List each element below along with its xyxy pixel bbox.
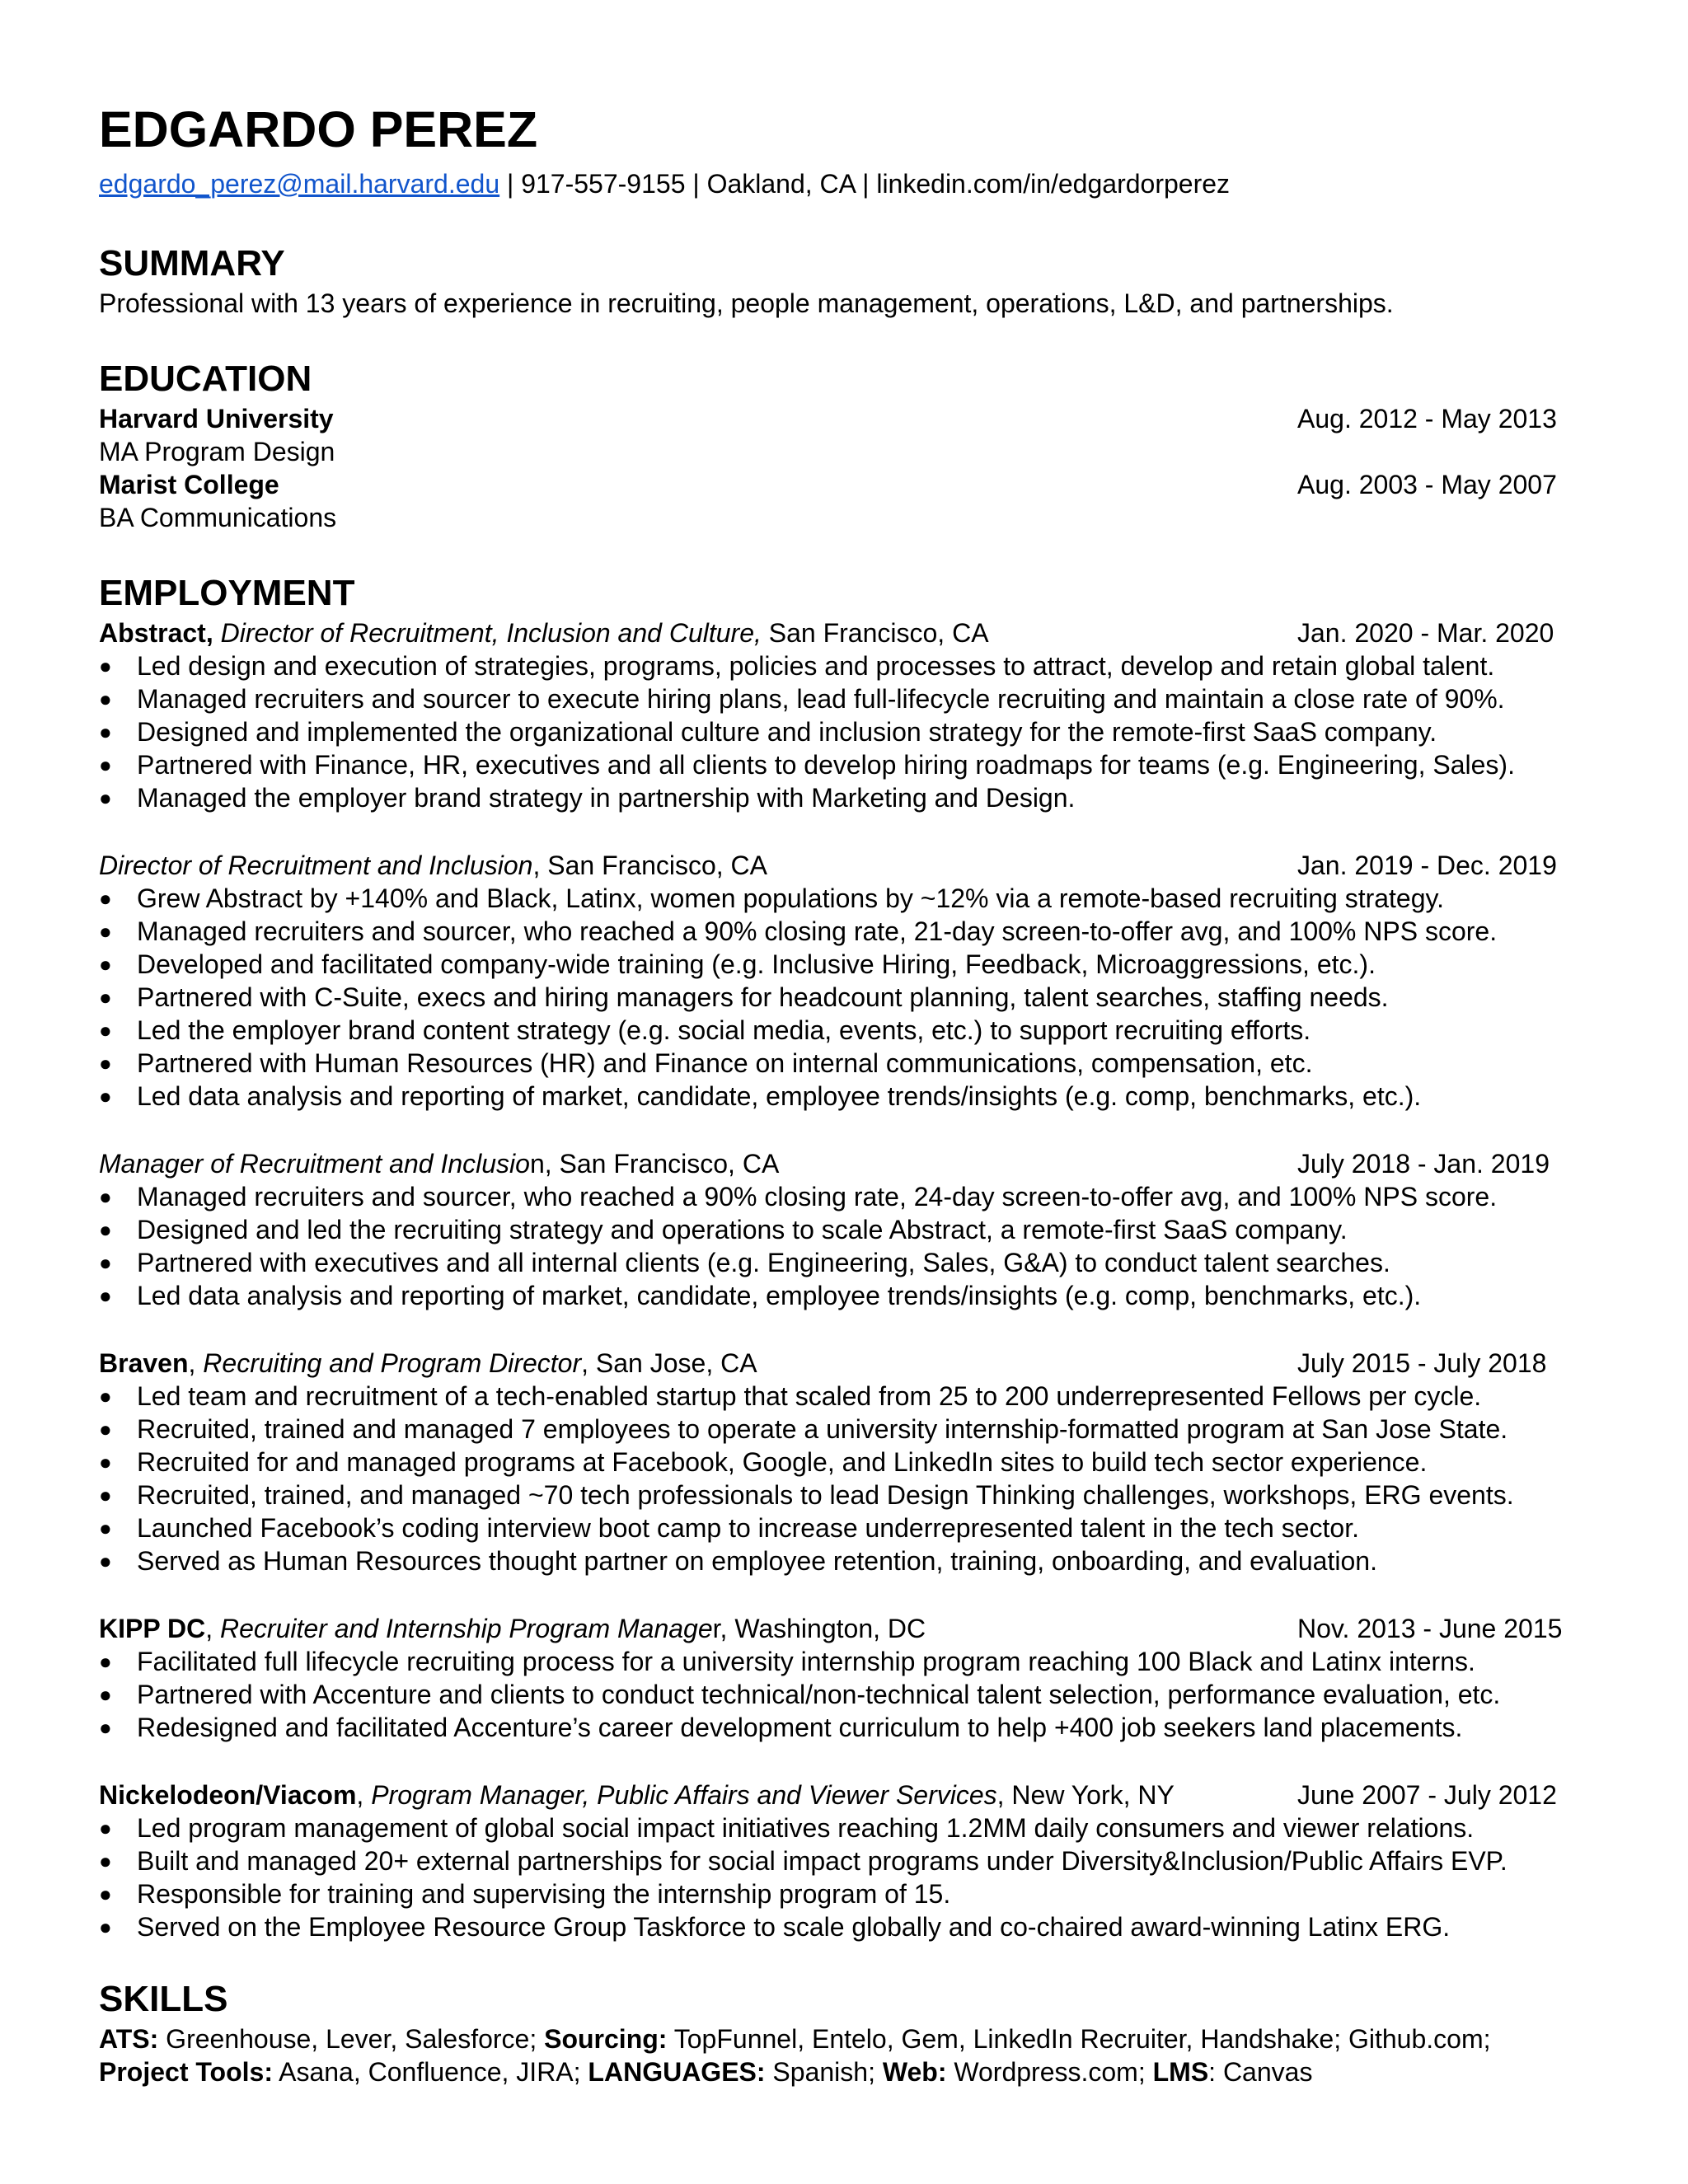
list-item: ● Partnered with Accenture and clients to conduct technical/non-technical talent selection, performance evaluation, etc. <box>99 1680 1501 1709</box>
summary-text: Professional with 13 years of experience in recruiting, people management, operations, L&D, and partnerships. <box>99 288 1394 318</box>
job-title: Manager of Recruitment and Inclusio <box>99 1149 530 1179</box>
candidate-name: EDGARDO PEREZ <box>99 101 538 157</box>
skill-label-project: Project Tools: <box>99 2057 273 2087</box>
bullet-icon: ● <box>99 1384 112 1408</box>
list-item: ● Served on the Employee Resource Group Taskforce to scale globally and co-chaired award-winning Latinx ERG. <box>99 1912 1451 1942</box>
bullet-icon: ● <box>99 919 112 944</box>
list-item: ● Launched Facebook’s coding interview boot camp to increase underrepresented talent in the tech sector. <box>99 1513 1359 1543</box>
job-header: Braven, Recruiting and Program Director, San Jose, CA July 2015 - July 2018 <box>99 1348 1547 1378</box>
job-title-tail: r <box>712 1614 720 1643</box>
list-item: ● Facilitated full lifecycle recruiting process for a university internship program reaching 100 Black and Latinx interns. <box>99 1647 1475 1676</box>
list-item: ● Recruited, trained, and managed ~70 tech professionals to lead Design Thinking challenges, workshops, ERG events. <box>99 1480 1514 1510</box>
list-item: ● Responsible for training and supervising the internship program of 15. <box>99 1879 951 1909</box>
list-item: ● Managed recruiters and sourcer, who reached a 90% closing rate, 24-day screen-to-offer avg, and 100% NPS score. <box>99 1182 1498 1212</box>
skill-label-ats: ATS: <box>99 2024 159 2054</box>
job-dates: Nov. 2013 - June 2015 <box>1297 1614 1563 1643</box>
bullet-icon: ● <box>99 1217 112 1242</box>
degree: MA Program Design <box>99 437 335 466</box>
skills-heading: SKILLS <box>99 1979 228 2019</box>
employment-section <box>99 570 1591 1943</box>
education-dates: Aug. 2003 - May 2007 <box>1297 470 1557 499</box>
list-item: ● Led program management of global social impact initiatives reaching 1.2MM daily consumers and viewer relations. <box>99 1813 1475 1843</box>
job-header <box>99 849 1591 882</box>
summary-section <box>99 241 1591 320</box>
job-location: , San Francisco, CA <box>544 1149 780 1179</box>
job-bullets <box>99 1645 1591 1744</box>
skill-label-languages: LANGUAGES: <box>588 2057 766 2087</box>
education-heading: EDUCATION <box>99 359 312 399</box>
list-item: ● Partnered with executives and all internal clients (e.g. Engineering, Sales, G&A) to conduct talent searches. <box>99 1248 1390 1277</box>
skill-label-lms: LMS <box>1152 2057 1209 2087</box>
job-dates: July 2018 - Jan. 2019 <box>1297 1149 1550 1179</box>
list-item: ● Led the employer brand content strategy (e.g. social media, events, etc.) to support recruiting efforts. <box>99 1015 1311 1045</box>
job-bullets <box>99 1811 1591 1943</box>
bullet-icon: ● <box>99 1184 112 1209</box>
bullet-icon: ● <box>99 1849 112 1873</box>
list-item: ● Led data analysis and reporting of market, candidate, employee trends/insights (e.g. comp, benchmarks, etc.). <box>99 1281 1422 1310</box>
bullet-icon: ● <box>99 1549 112 1573</box>
education-dates: Aug. 2012 - May 2013 <box>1297 404 1557 434</box>
bullet-icon: ● <box>99 1051 112 1076</box>
school-name: Harvard University <box>99 404 334 434</box>
contact-line <box>99 167 1230 200</box>
list-item: ● Recruited, trained and managed 7 employees to operate a university internship-formatted program at San Jose State. <box>99 1414 1508 1444</box>
bullet-icon: ● <box>99 886 112 911</box>
bullet-icon: ● <box>99 1250 112 1275</box>
education-entry-school <box>99 402 1591 435</box>
job-title: Recruiter and Internship Program Manage <box>220 1614 713 1643</box>
job-dates: July 2015 - July 2018 <box>1297 1348 1547 1378</box>
list-item: ● Partnered with C-Suite, execs and hiring managers for headcount planning, talent searches, staffing needs. <box>99 982 1389 1012</box>
bullet-icon: ● <box>99 752 112 777</box>
list-item: ● Led design and execution of strategies, programs, policies and processes to attract, develop and retain global talent. <box>99 651 1495 681</box>
skill-label-web: Web: <box>882 2057 947 2087</box>
bullet-icon: ● <box>99 654 112 678</box>
job-dates: June 2007 - July 2012 <box>1297 1780 1557 1810</box>
skills-section <box>99 1976 1591 2088</box>
skill-value-ats: Greenhouse, Lever, Salesforce; <box>158 2024 545 2054</box>
list-item: ● Led team and recruitment of a tech-enabled startup that scaled from 25 to 200 underrepresented Fellows per cycle. <box>99 1381 1482 1411</box>
job-title: Director of Recruitment, Inclusion and Culture, <box>213 618 762 648</box>
skill-value-web: Wordpress.com; <box>946 2057 1153 2087</box>
job-header: KIPP DC, Recruiter and Internship Program Manager, Washington, DC Nov. 2013 - June 2015 <box>99 1614 1563 1643</box>
list-item: ● Built and managed 20+ external partnerships for social impact programs under Diversity&Inclusion/Public Affairs EVP. <box>99 1846 1507 1876</box>
list-item: ● Led data analysis and reporting of market, candidate, employee trends/insights (e.g. comp, benchmarks, etc.). <box>99 1081 1422 1111</box>
job-dates: Jan. 2019 - Dec. 2019 <box>1297 851 1557 880</box>
bullet-icon: ● <box>99 1816 112 1840</box>
bullet-icon: ● <box>99 952 112 977</box>
list-item: ● Partnered with Human Resources (HR) and Finance on internal communications, compensation, etc. <box>99 1048 1313 1078</box>
skill-label-sourcing: Sourcing: <box>544 2024 668 2054</box>
degree: BA Communications <box>99 503 337 532</box>
bullet-icon: ● <box>99 1018 112 1043</box>
school-name: Marist College <box>99 470 279 499</box>
list-item: ● Served as Human Resources thought partner on employee retention, training, onboarding, and evaluation. <box>99 1546 1377 1576</box>
bullet-icon: ● <box>99 1516 112 1540</box>
job-bullets <box>99 1380 1591 1577</box>
job-title-tail: n <box>529 1149 545 1179</box>
job-organization: KIPP DC <box>99 1614 206 1643</box>
list-item: ● Developed and facilitated company-wide training (e.g. Inclusive Hiring, Feedback, Microaggressions, etc.). <box>99 949 1376 979</box>
job-title: Recruiting and Program Director <box>203 1348 582 1378</box>
bullet-icon: ● <box>99 985 112 1010</box>
job-location: , San Jose, CA <box>581 1348 757 1378</box>
contact-details: | 917-557-9155 | Oakland, CA | linkedin.com/in/edgardorperez <box>499 169 1231 199</box>
bullet-icon: ● <box>99 1915 112 1939</box>
job-bullets <box>99 1180 1591 1312</box>
bullet-icon: ● <box>99 785 112 810</box>
skill-value-sourcing: TopFunnel, Entelo, Gem, LinkedIn Recruiter, Handshake; Github.com; <box>667 2024 1491 2054</box>
job-location: San Francisco, CA <box>761 618 989 648</box>
list-item: ● Recruited for and managed programs at Facebook, Google, and LinkedIn sites to build tech sector experience. <box>99 1447 1428 1477</box>
skills-line-1 <box>99 2022 1591 2055</box>
bullet-icon: ● <box>99 1084 112 1108</box>
list-item: ● Grew Abstract by +140% and Black, Latinx, women populations by ~12% via a remote-based recruiting strategy. <box>99 883 1445 913</box>
bullet-icon: ● <box>99 1450 112 1474</box>
job-organization: Braven <box>99 1348 189 1378</box>
job-header: Nickelodeon/Viacom, Program Manager, Public Affairs and Viewer Services, New York, NY June 2007 - July 2012 <box>99 1780 1557 1810</box>
list-item: ● Designed and implemented the organizational culture and inclusion strategy for the remote-first SaaS company. <box>99 717 1437 747</box>
skill-value-project: Asana, Confluence, JIRA; <box>272 2057 588 2087</box>
job-title: Program Manager, Public Affairs and Viewer Services <box>371 1780 997 1810</box>
list-item: ● Designed and led the recruiting strategy and operations to scale Abstract, a remote-first SaaS company. <box>99 1215 1348 1244</box>
list-item: ● Partnered with Finance, HR, executives and all clients to develop hiring roadmaps for teams (e.g. Engineering, Sales). <box>99 750 1515 780</box>
job-title: Director of Recruitment and Inclusion <box>99 851 533 880</box>
job-location: , New York, NY <box>996 1780 1175 1810</box>
bullet-icon: ● <box>99 1417 112 1441</box>
job-organization: Nickelodeon/Viacom <box>99 1780 357 1810</box>
bullet-icon: ● <box>99 1283 112 1308</box>
list-item: ● Redesigned and facilitated Accenture’s career development curriculum to help +400 job seekers land placements. <box>99 1713 1463 1742</box>
bullet-icon: ● <box>99 1682 112 1707</box>
bullet-icon: ● <box>99 687 112 711</box>
education-entry-school <box>99 468 1591 501</box>
education-section <box>99 356 1591 534</box>
bullet-icon: ● <box>99 1715 112 1740</box>
bullet-icon: ● <box>99 1882 112 1906</box>
skill-value-languages: Spanish; <box>765 2057 883 2087</box>
job-header <box>99 616 1591 649</box>
job-bullets <box>99 649 1591 814</box>
list-item: ● Managed recruiters and sourcer to execute hiring plans, lead full-lifecycle recruiting and maintain a close rate of 90%. <box>99 684 1505 714</box>
bullet-icon: ● <box>99 1483 112 1507</box>
bullet-icon: ● <box>99 719 112 744</box>
skill-value-lms: : Canvas <box>1208 2057 1313 2087</box>
job-header <box>99 1147 1591 1180</box>
list-item: ● Managed recruiters and sourcer, who reached a 90% closing rate, 21-day screen-to-offer avg, and 100% NPS score. <box>99 916 1498 946</box>
job-location: , San Francisco, CA <box>532 851 767 880</box>
list-item: ● Managed the employer brand strategy in partnership with Marketing and Design. <box>99 783 1076 813</box>
resume-body <box>99 241 1591 2088</box>
employment-heading: EMPLOYMENT <box>99 573 355 613</box>
job-location: , Washington, DC <box>720 1614 926 1643</box>
bullet-icon: ● <box>99 1649 112 1674</box>
job-bullets <box>99 882 1591 1113</box>
job-dates: Jan. 2020 - Mar. 2020 <box>1297 618 1554 648</box>
summary-heading: SUMMARY <box>99 243 285 284</box>
email-link[interactable]: edgardo_perez@mail.harvard.edu <box>99 169 500 199</box>
job-organization: Abstract, <box>99 618 213 648</box>
skills-line-2 <box>99 2055 1591 2088</box>
